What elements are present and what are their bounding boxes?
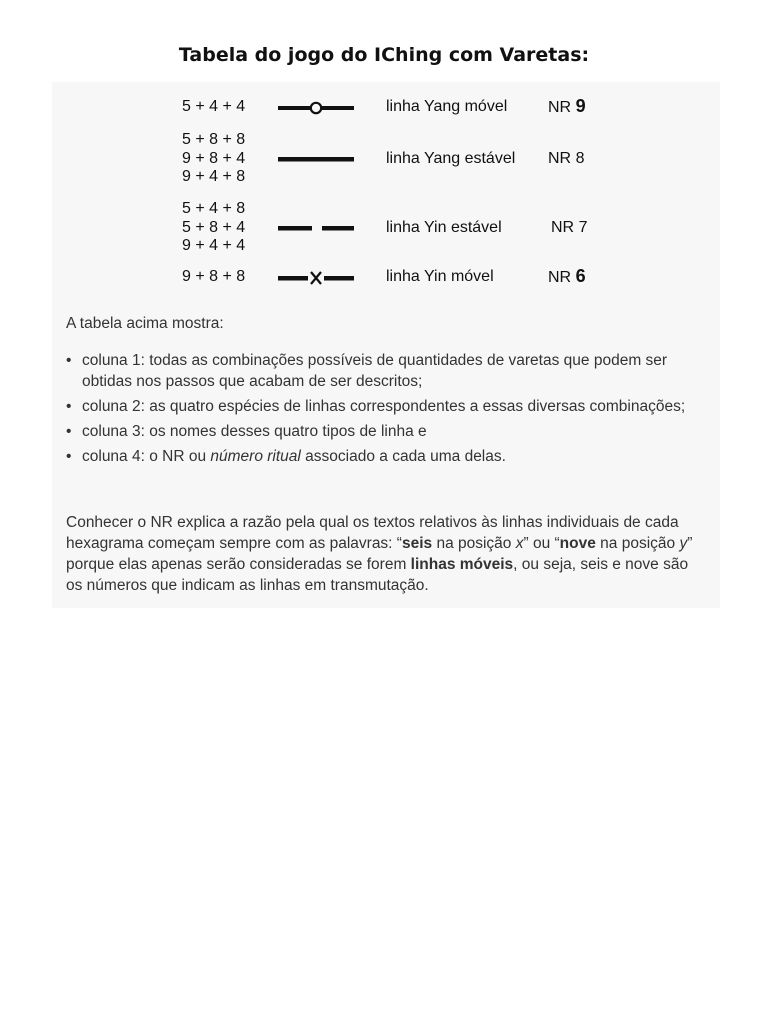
intro-text: A tabela acima mostra: <box>66 315 224 332</box>
combination-list <box>182 268 245 287</box>
ritual-number <box>548 96 586 117</box>
keyword-nove: nove <box>559 535 596 552</box>
ritual-number <box>548 266 586 287</box>
yin-stable-line-symbol <box>278 221 358 235</box>
nr-value: 7 <box>578 219 588 236</box>
paragraph-text: na posição <box>432 535 516 552</box>
combination: 9 + 4 + 4 <box>182 237 246 254</box>
paragraph-text: ” porque elas apenas serão consideradas se forem <box>66 535 693 573</box>
list-item: • coluna 1: todas as combinações possíveis de quantidades de varetas que podem ser obtidas nos passos que acabam de ser descritos; <box>82 350 706 392</box>
paragraph-text: na posição <box>595 535 680 552</box>
variable-x: x <box>515 535 524 552</box>
emphasis-ritual-number: número ritual <box>210 448 301 465</box>
combination: 5 + 8 + 4 <box>182 218 246 236</box>
nr-label: NR <box>548 269 572 286</box>
explanation-paragraph <box>66 512 706 596</box>
paragraph-text: ” ou “ <box>523 535 560 552</box>
combination: 5 + 8 + 8 <box>182 131 246 148</box>
line-name: linha Yin estável <box>386 219 502 236</box>
nr-value: 6 <box>575 266 586 286</box>
list-item: • coluna 3: os nomes desses quatro tipos de linha e <box>82 421 706 442</box>
nr-value: 9 <box>575 96 586 116</box>
nr-value: 8 <box>575 150 585 167</box>
variable-y: y <box>679 535 688 552</box>
yang-stable-line-symbol <box>278 152 358 166</box>
paragraph-text: , ou seja, seis e nove são os números que indicam as linhas em transmutação. <box>66 556 689 594</box>
page-title: Tabela do jogo do IChing com Varetas: <box>178 44 590 66</box>
ritual-number <box>551 219 587 237</box>
list-item <box>82 446 706 467</box>
list-item-text: coluna 4: o NR ou <box>82 448 211 465</box>
ritual-number <box>548 150 584 168</box>
combination: 9 + 8 + 4 <box>182 149 246 167</box>
nr-label: NR <box>548 99 572 116</box>
nr-label: NR <box>548 150 572 167</box>
line-name: linha Yang móvel <box>386 98 508 115</box>
keyword-seis: seis <box>401 535 433 552</box>
combination: 9 + 4 + 8 <box>182 168 246 185</box>
combination-list <box>182 200 245 256</box>
keyword-linhas-moveis: linhas móveis <box>410 556 514 573</box>
line-name: linha Yang estável <box>386 150 516 167</box>
line-name: linha Yin móvel <box>386 268 494 285</box>
column-description-list <box>66 350 706 471</box>
combination-list <box>182 131 245 187</box>
yang-moving-line-symbol <box>278 101 358 115</box>
combination-list <box>182 98 245 117</box>
combination: 5 + 4 + 4 <box>182 98 246 115</box>
combination: 9 + 8 + 8 <box>182 268 246 285</box>
list-item-text: associado a cada uma delas. <box>300 448 506 465</box>
combination: 5 + 4 + 8 <box>182 200 246 217</box>
list-item: • coluna 2: as quatro espécies de linhas correspondentes a essas diversas combinações; <box>82 396 706 417</box>
nr-label: NR <box>551 219 575 236</box>
yin-moving-line-symbol <box>278 271 358 285</box>
content-panel <box>52 82 720 608</box>
paragraph-text: Conhecer o NR explica a razão pela qual os textos relativos às linhas individuais de cada hexagrama começam sempre com as palavras: “ <box>66 514 679 552</box>
